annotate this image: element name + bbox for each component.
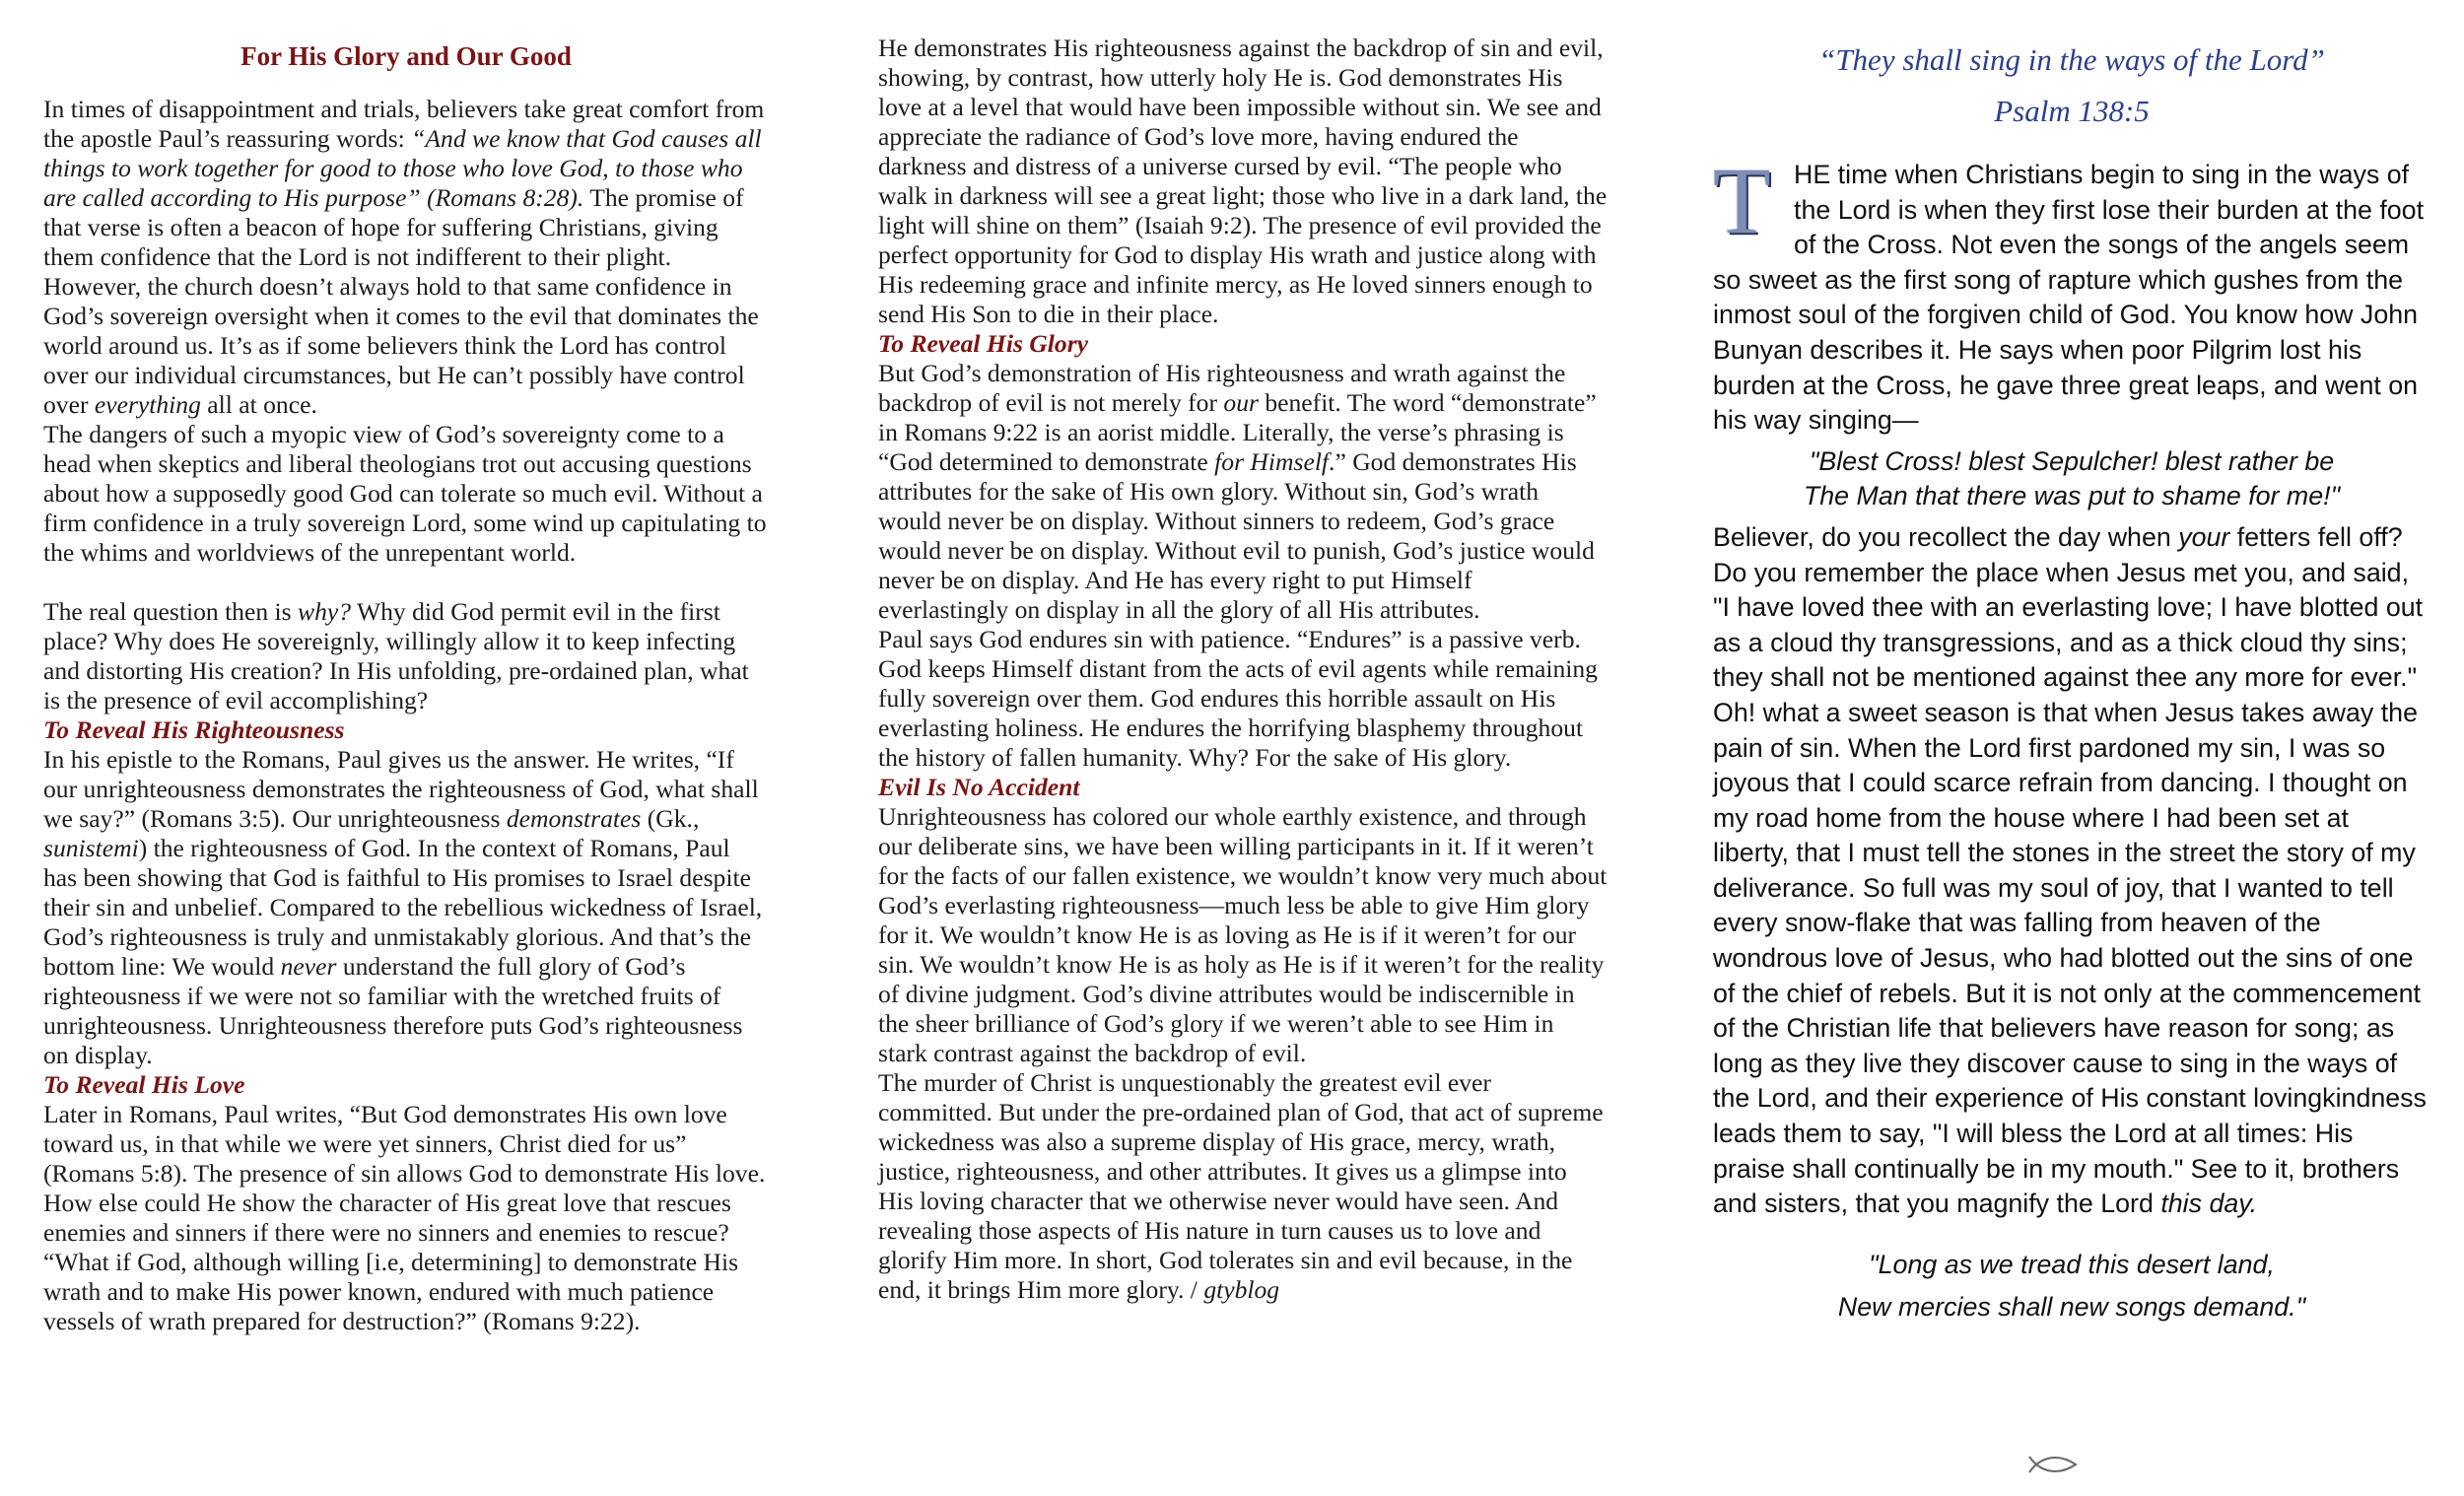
heading-glory: To Reveal His Glory	[878, 329, 1089, 358]
paragraph-murder-of-christ: The murder of Christ is unquestionably the greatest evil ever committed. But under the pre-ordained plan of God, that act of supreme wickedness was also a supreme display of His grace, mercy, wrath, justice, righteousness, and other attributes. It gives us a glimpse into His loving character that we otherwise never would have seen. And revealing those aspects of His nature in turn causes us to love and glorify Him more. In short, God tolerates sin and evil because, in the end, it brings Him more glory. / gtyblog	[878, 1068, 1604, 1304]
paragraph-real-question: The real question then is why? Why did God permit evil in the first place? Why does He sovereignly, willingly allow it to keep infecting and distorting His creation? In His unfolding, pre-ordained plan, what is the presence of evil accomplishing?	[43, 597, 749, 714]
devotional-paragraph-2: Believer, do you recollect the day when your fetters fell off? Do you remember the place when Jesus met you, and said, "I have loved thee with an everlasting love; I have blotted out as a cloud thy transgressions, and as a thick cloud thy sins; they shall not be mentioned against thee any more for ever." Oh! what a sweet season is that when Jesus takes away the pain of sin. When the Lord first pardoned my sin, I was so joyous that I could scarce refrain from dancing. I thought on my road home from the house where I had been set at liberty, that I must tell the stones in the street the story of my deliverance. So full was my soul of joy, that I wanted to tell every snow-flake that was falling from heaven of the wondrous love of Jesus, who had blotted out the sins of one of the chief of rebels. But it is not only at the commencement of the Christian life that believers have reason for song; as long as they live they discover cause to sing in the ways of the Lord, and their experience of His constant lovingkindness leads them to say, "I will bless the Lord at all times: His praise shall continually be in my mouth." See to it, brothers and sisters, that you magnify the Lord this day.	[1713, 521, 2427, 1219]
paragraph-however: However, the church doesn’t always hold to that same confidence in God’s sovereign oversight when it comes to the evil that dominates the world around us. It’s as if some believers think the Lord has control over our individual circumstances, but He can’t possibly have control over everything all at once.	[43, 272, 759, 419]
article-column-1	[43, 34, 769, 1336]
article-column-2	[878, 34, 1608, 1305]
verse-line: "Blest Cross! blest Sepulcher! blest rather be	[1809, 445, 2335, 476]
scripture-reference: Psalm 138:5	[1994, 94, 2150, 128]
drop-cap: T	[1713, 148, 1771, 253]
epigraph: “They shall sing in the ways of the Lord”	[1818, 42, 2325, 77]
source-credit: gtyblog	[1203, 1275, 1280, 1304]
verse-line: New mercies shall new songs demand."	[1837, 1291, 2306, 1322]
heading-love: To Reveal His Love	[43, 1070, 245, 1099]
paragraph-intro: In times of disappointment and trials, believers take great comfort from the apostle Paul’s reassuring words: “And we know that God causes all things to work together for good to those who love God, to those who are called according to His purpose” (Romans 8:28). The promise of that verse is often a beacon of hope for suffering Christians, giving them confidence that the Lord is not indifferent to their plight.	[43, 95, 765, 271]
verse-quote-2	[1713, 1244, 2430, 1328]
paragraph-no-accident: Unrighteousness has colored our whole earthly existence, and through our deliberate sins, we have been willing participants in it. If it weren’t for the facts of our fallen existence, we wouldn’t know very much about God’s everlasting righteousness—much less be able to give Him glory for it. We wouldn’t know He is as loving as He is if it weren’t for our sin. We wouldn’t know He is as holy as He is if it weren’t for the reality of divine judgment. God’s divine attributes would be indiscernible in the sheer brilliance of God’s glory if we weren’t able to see Him in stark contrast against the backdrop of evil.	[878, 802, 1608, 1067]
verse-line: "Long as we tread this desert land,	[1869, 1249, 2275, 1279]
devotional-column	[1713, 34, 2430, 1328]
ichthys-fish-icon	[2026, 1453, 2080, 1476]
paragraph-love: Later in Romans, Paul writes, “But God demonstrates His own love toward us, in that while we were yet sinners, Christ died for us” (Romans 5:8). The presence of sin allows God to demonstrate His love. How else could He show the character of His great love that rescues enemies and sinners if there were no sinners and enemies to rescue? “What if God, although willing [i.e, determining] to demonstrate His wrath and to make His power known, endured with much patience vessels of wrath prepared for destruction?” (Romans 9:22).	[43, 1100, 766, 1335]
verse-quote-1	[1713, 444, 2430, 514]
heading-righteousness: To Reveal His Righteousness	[43, 715, 345, 744]
paragraph-endures: Paul says God endures sin with patience. “Endures” is a passive verb. God keeps Himself distant from the acts of evil agents while remaining fully sovereign over them. God endures this horrible assault on His everlasting holiness. He endures the horrifying blasphemy throughout the history of fallen humanity. Why? For the sake of His glory.	[878, 625, 1598, 772]
article-title: For His Glory and Our Good	[240, 41, 572, 71]
devotional-body	[1713, 148, 2430, 1328]
heading-no-accident: Evil Is No Accident	[878, 773, 1080, 801]
devotional-paragraph-1: T HE time when Christians begin to sing in the ways of the Lord is when they first lose their burden at the foot of the Cross. Not even the songs of the angels seem so sweet as the first song of rapture which gushes from the inmost soul of the forgiven child of God. You know how John Bunyan describes it. He says when poor Pilgrim lost his burden at the Cross, he gave three great leaps, and went on his way singing—	[1713, 148, 2425, 436]
verse-line: The Man that there was put to shame for me!"	[1803, 481, 2341, 511]
paragraph-demonstrates: He demonstrates His righteousness against the backdrop of sin and evil, showing, by contrast, how utterly holy He is. God demonstrates His love at a level that would have been impossible without sin. We see and appreciate the radiance of God’s love more, having endured the darkness and distress of a universe cursed by evil. “The people who walk in darkness will see a great light; those who live in a dark land, the light will shine on them” (Isaiah 9:2). The presence of evil provided the perfect opportunity for God to display His wrath and justice along with His redeeming grace and infinite mercy, as He loved sinners enough to send His Son to die in their place.	[878, 34, 1608, 328]
paragraph-righteousness: In his epistle to the Romans, Paul gives us the answer. He writes, “If our unrighteousness demonstrates the righteousness of God, what shall we say?” (Romans 3:5). Our unrighteousness demonstrates (Gk., sunistemi) the righteousness of God. In the context of Romans, Paul has been showing that God is faithful to His promises to Israel despite their sin and unbelief. Compared to the rebellious wickedness of Israel, God’s righteousness is truly and unmistakably glorious. And that’s the bottom line: We would never understand the full glory of God’s righteousness if we were not so familiar with the wretched fruits of unrighteousness. Unrighteousness therefore puts God’s righteousness on display.	[43, 745, 763, 1069]
paragraph-glory: But God’s demonstration of His righteousness and wrath against the backdrop of evil is not merely for our benefit. The word “demonstrate” in Romans 9:22 is an aorist middle. Literally, the verse’s phrasing is “God determined to demonstrate for Himself.” God demonstrates His attributes for the sake of His own glory. Without sin, God’s wrath would never be on display. Without sinners to redeem, God’s grace would never be on display. Without evil to punish, God’s justice would never be on display. And He has every right to put Himself everlastingly on display in all the glory of all His attributes.	[878, 359, 1597, 624]
paragraph-dangers: The dangers of such a myopic view of God’s sovereignty come to a head when skeptics and liberal theologians trot out accusing questions about how a supposedly good God can tolerate so much evil. Without a firm confidence in a truly sovereign Lord, some wind up capitulating to the whims and worldviews of the unrepentant world.	[43, 420, 767, 567]
